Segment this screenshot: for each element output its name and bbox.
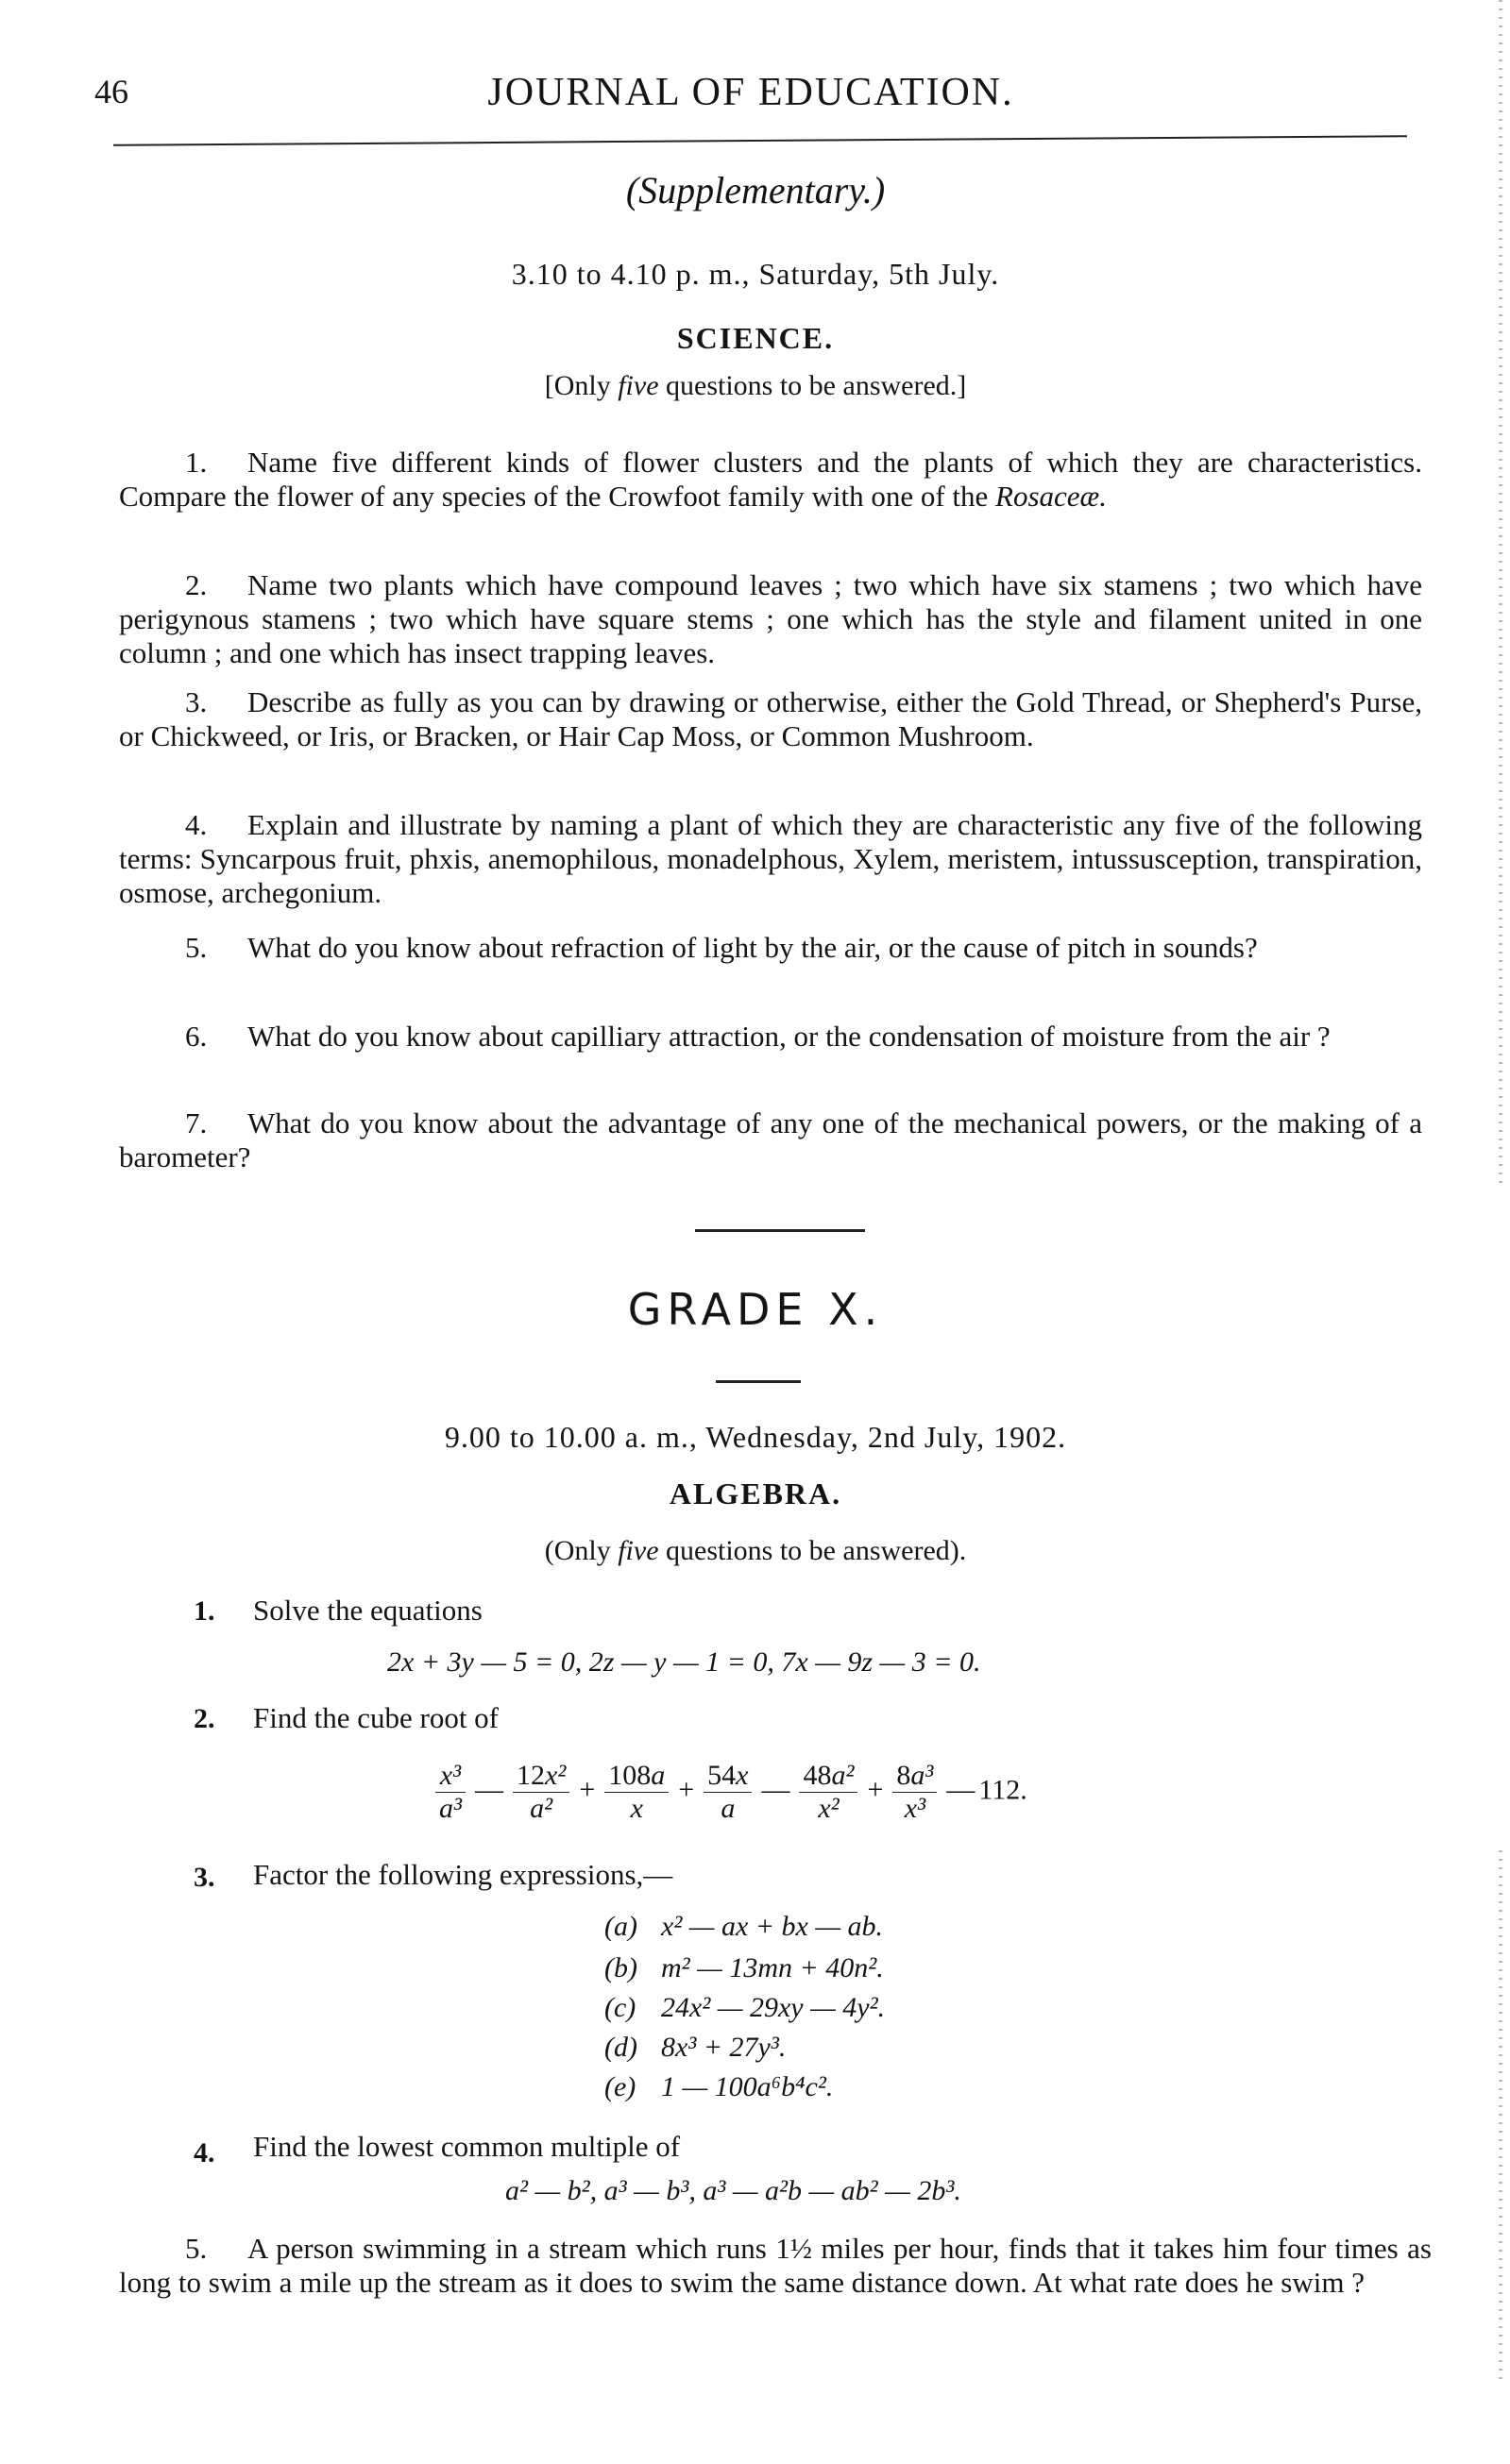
- science-question-1: [119, 446, 1422, 514]
- algebra-instruction-note: [113, 1535, 1398, 1567]
- page-number: 46: [94, 73, 128, 110]
- science-instruction-note: [113, 370, 1398, 402]
- margin-speckle-top: [1499, 0, 1502, 1190]
- section-subtitle: (Supplementary.): [625, 169, 886, 211]
- journal-title: JOURNAL OF EDUCATION.: [487, 71, 1014, 114]
- grade-heading: GRADE X.: [627, 1284, 884, 1335]
- factor-item-b: (b) m² — 13mn + 40n².: [604, 1952, 884, 1983]
- science-question-2: [119, 568, 1422, 670]
- science-question-6: [119, 1020, 1422, 1054]
- question-number: 2.: [185, 568, 208, 601]
- question-text: Describe as fully as you can by drawing or otherwise, either the Gold Thread, or Shepherd's Purse, or Chickweed, or Iris, or Bracken, or Hair Cap Moss, or Common Mushroom.: [119, 685, 1422, 752]
- algebra-question-4-number: 4.: [194, 2137, 215, 2169]
- question-number: 3.: [185, 685, 208, 718]
- cube-root-expression: $\frac{\text{x³}}{\text{a³}}$ — $\frac{\text{12x²}}{\text{a²}}$ + $\frac{108a}{x}$ + $\frac{54x}{a}$ — $\frac{\text{48a²}}{\text{x²}}$ + $\frac{\text{8a³}}{\text{x³}}$ — 112.: [430, 1760, 1027, 1825]
- question-number: 6.: [185, 1020, 208, 1053]
- header-rule: [113, 135, 1407, 146]
- algebra-question-1-number: 1.: [194, 1595, 215, 1627]
- science-question-7: [119, 1106, 1422, 1174]
- note-suffix: questions to be answered.]: [658, 370, 967, 401]
- factor-item-e: (e) 1 — 100a⁶b⁴c².: [604, 2071, 834, 2102]
- algebra-question-5: [119, 2232, 1432, 2300]
- margin-speckle-bottom: [1499, 1850, 1502, 2379]
- factor-item-c: (c) 24x² — 29xy — 4y².: [604, 1992, 886, 2023]
- note-emphasis: five: [618, 1535, 659, 1566]
- section-divider-rule: [695, 1229, 865, 1232]
- note-emphasis: five: [618, 370, 659, 401]
- note-prefix: [Only: [544, 370, 619, 401]
- question-number: 5.: [185, 2232, 208, 2265]
- note-suffix: questions to be answered).: [658, 1535, 967, 1566]
- algebra-question-1-text: Solve the equations: [253, 1594, 483, 1627]
- lcm-expressions: a² — b², a³ — b³, a³ — a²b — ab² — 2b³.: [505, 2175, 961, 2206]
- question-text: Explain and illustrate by naming a plant of which they are characteristic any five of the following terms: Syncarpous fruit, phxis, anemophilous, monadelphous, Xylem, meristem, intussusception, transpiration, osmose, archegonium.: [119, 808, 1422, 909]
- science-question-4: [119, 808, 1422, 910]
- question-number: 1.: [185, 446, 208, 479]
- algebra-time-line: 9.00 to 10.00 a. m., Wednesday, 2nd July, 1902.: [444, 1420, 1067, 1454]
- question-number: 5.: [185, 931, 208, 964]
- question-text: Name two plants which have compound leaves ; two which have six stamens ; two which have perigynous stamens ; two which have square stems ; one which has the style and filament united in one column ; and one which has insect trapping leaves.: [119, 568, 1422, 669]
- question-text: Name five different kinds of flower clusters and the plants of which they are characteristics. Compare the flower of any species of the Crowfoot family with one of the: [119, 446, 1422, 513]
- factor-item-a: (a) x² — ax + bx — ab.: [604, 1911, 884, 1942]
- question-text: What do you know about capilliary attraction, or the condensation of moisture from the air ?: [247, 1020, 1331, 1053]
- algebra-question-3-text: Factor the following expressions,—: [253, 1858, 673, 1891]
- page-header: [94, 38, 1407, 151]
- question-italic-term: Rosaceæ.: [995, 480, 1107, 513]
- question-text: What do you know about the advantage of any one of the mechanical powers, or the making of a barometer?: [119, 1106, 1422, 1173]
- simultaneous-equations: 2x + 3y — 5 = 0, 2z — y — 1 = 0, 7x — 9z — 3 = 0.: [387, 1646, 981, 1678]
- science-time-line: 3.10 to 4.10 p. m., Saturday, 5th July.: [511, 257, 1000, 291]
- algebra-subject-heading: ALGEBRA.: [669, 1477, 842, 1510]
- question-number: 7.: [185, 1106, 208, 1139]
- algebra-question-2-number: 2.: [194, 1703, 215, 1734]
- science-subject-heading: SCIENCE.: [676, 321, 835, 355]
- algebra-question-2-text: Find the cube root of: [253, 1701, 500, 1734]
- grade-underline-rule: [716, 1380, 801, 1383]
- science-question-5: [119, 931, 1422, 965]
- algebra-question-4-text: Find the lowest common multiple of: [253, 2130, 681, 2163]
- science-question-3: [119, 685, 1422, 753]
- algebra-question-3-number: 3.: [194, 1862, 215, 1893]
- question-text: What do you know about refraction of light by the air, or the cause of pitch in sounds?: [247, 931, 1258, 964]
- question-text: A person swimming in a stream which runs 1½ miles per hour, finds that it takes him four times as long to swim a mile up the stream as it does to swim the same distance down. At what rate does he swim ?: [119, 2232, 1432, 2299]
- question-number: 4.: [185, 808, 208, 841]
- note-prefix: (Only: [544, 1535, 619, 1566]
- factor-item-d: (d) 8x³ + 27y³.: [604, 2032, 787, 2063]
